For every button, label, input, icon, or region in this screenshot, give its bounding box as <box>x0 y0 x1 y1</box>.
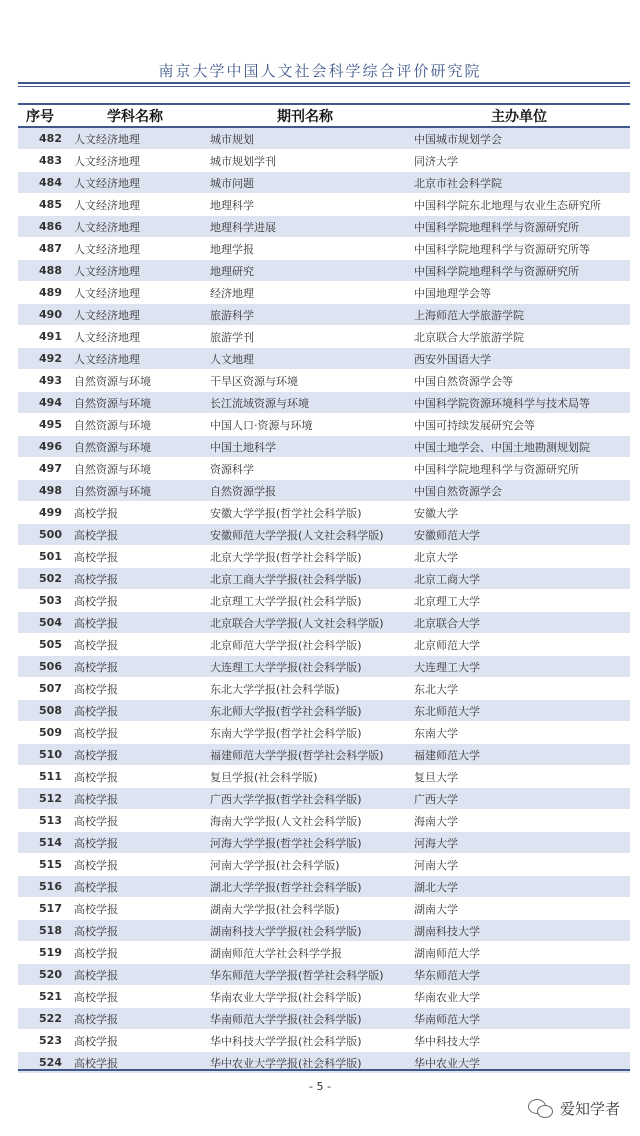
cell-no: 482 <box>18 127 68 150</box>
table-row <box>18 634 630 656</box>
cell-no: 484 <box>18 172 68 194</box>
cell-subject: 自然资源与环境 <box>68 392 202 414</box>
cell-subject: 高校学报 <box>68 898 202 920</box>
cell-no: 502 <box>18 568 68 590</box>
table-row <box>18 942 630 964</box>
cell-journal: 河海大学学报(哲学社会科学版) <box>202 832 408 854</box>
table-row <box>18 502 630 524</box>
cell-journal: 华东师范大学学报(哲学社会科学版) <box>202 964 408 986</box>
cell-no: 509 <box>18 722 68 744</box>
cell-organizer: 中国自然资源学会 <box>408 480 630 502</box>
cell-no: 512 <box>18 788 68 810</box>
table-row <box>18 568 630 590</box>
table-body <box>18 127 630 1074</box>
table-row <box>18 766 630 788</box>
cell-subject: 高校学报 <box>68 876 202 898</box>
wechat-icon <box>528 1099 554 1119</box>
cell-journal: 复旦学报(社会科学版) <box>202 766 408 788</box>
table-row <box>18 414 630 436</box>
cell-organizer: 湖北大学 <box>408 876 630 898</box>
cell-organizer: 华中农业大学 <box>408 1052 630 1074</box>
cell-no: 514 <box>18 832 68 854</box>
cell-subject: 人文经济地理 <box>68 127 202 150</box>
cell-journal: 地理学报 <box>202 238 408 260</box>
cell-organizer: 海南大学 <box>408 810 630 832</box>
table-row <box>18 876 630 898</box>
cell-no: 508 <box>18 700 68 722</box>
cell-organizer: 上海师范大学旅游学院 <box>408 304 630 326</box>
cell-no: 495 <box>18 414 68 436</box>
table-row <box>18 326 630 348</box>
table-row <box>18 832 630 854</box>
cell-journal: 地理科学进展 <box>202 216 408 238</box>
cell-no: 516 <box>18 876 68 898</box>
cell-organizer: 中国科学院地理科学与资源研究所 <box>408 260 630 282</box>
cell-journal: 中国人口·资源与环境 <box>202 414 408 436</box>
table-row <box>18 172 630 194</box>
column-header-subject: 学科名称 <box>68 104 202 127</box>
cell-no: 497 <box>18 458 68 480</box>
cell-no: 501 <box>18 546 68 568</box>
cell-subject: 人文经济地理 <box>68 348 202 370</box>
cell-subject: 高校学报 <box>68 722 202 744</box>
table-row <box>18 458 630 480</box>
table-row <box>18 920 630 942</box>
cell-organizer: 北京联合大学旅游学院 <box>408 326 630 348</box>
cell-journal: 北京师范大学学报(社会科学版) <box>202 634 408 656</box>
cell-organizer: 中国科学院地理科学与资源研究所等 <box>408 238 630 260</box>
cell-journal: 华南农业大学学报(社会科学版) <box>202 986 408 1008</box>
table-row <box>18 480 630 502</box>
cell-no: 523 <box>18 1030 68 1052</box>
cell-no: 522 <box>18 1008 68 1030</box>
table-row <box>18 986 630 1008</box>
cell-subject: 高校学报 <box>68 766 202 788</box>
table-row <box>18 304 630 326</box>
column-header-organizer: 主办单位 <box>408 104 630 127</box>
cell-no: 486 <box>18 216 68 238</box>
cell-organizer: 中国科学院地理科学与资源研究所 <box>408 216 630 238</box>
table-row <box>18 612 630 634</box>
cell-journal: 地理研究 <box>202 260 408 282</box>
cell-subject: 高校学报 <box>68 524 202 546</box>
table-row <box>18 700 630 722</box>
cell-no: 524 <box>18 1052 68 1074</box>
cell-journal: 干旱区资源与环境 <box>202 370 408 392</box>
cell-journal: 福建师范大学学报(哲学社会科学版) <box>202 744 408 766</box>
cell-journal: 湖北大学学报(哲学社会科学版) <box>202 876 408 898</box>
cell-no: 500 <box>18 524 68 546</box>
cell-organizer: 北京市社会科学院 <box>408 172 630 194</box>
cell-no: 519 <box>18 942 68 964</box>
cell-subject: 高校学报 <box>68 678 202 700</box>
table-row <box>18 436 630 458</box>
cell-subject: 高校学报 <box>68 612 202 634</box>
cell-journal: 北京联合大学学报(人文社会科学版) <box>202 612 408 634</box>
cell-organizer: 华南农业大学 <box>408 986 630 1008</box>
cell-no: 510 <box>18 744 68 766</box>
cell-no: 498 <box>18 480 68 502</box>
cell-subject: 高校学报 <box>68 568 202 590</box>
cell-no: 503 <box>18 590 68 612</box>
cell-organizer: 大连理工大学 <box>408 656 630 678</box>
cell-no: 493 <box>18 370 68 392</box>
cell-journal: 北京大学学报(哲学社会科学版) <box>202 546 408 568</box>
cell-organizer: 中国可持续发展研究会等 <box>408 414 630 436</box>
cell-subject: 人文经济地理 <box>68 282 202 304</box>
cell-journal: 长江流域资源与环境 <box>202 392 408 414</box>
cell-journal: 人文地理 <box>202 348 408 370</box>
cell-subject: 人文经济地理 <box>68 194 202 216</box>
cell-journal: 东南大学学报(哲学社会科学版) <box>202 722 408 744</box>
cell-journal: 经济地理 <box>202 282 408 304</box>
cell-subject: 人文经济地理 <box>68 260 202 282</box>
cell-journal: 旅游科学 <box>202 304 408 326</box>
cell-no: 513 <box>18 810 68 832</box>
cell-journal: 北京理工大学学报(社会科学版) <box>202 590 408 612</box>
cell-journal: 旅游学刊 <box>202 326 408 348</box>
cell-organizer: 西安外国语大学 <box>408 348 630 370</box>
cell-no: 489 <box>18 282 68 304</box>
cell-no: 521 <box>18 986 68 1008</box>
cell-subject: 人文经济地理 <box>68 238 202 260</box>
table-row <box>18 810 630 832</box>
cell-no: 485 <box>18 194 68 216</box>
cell-journal: 安徽大学学报(哲学社会科学版) <box>202 502 408 524</box>
cell-no: 515 <box>18 854 68 876</box>
cell-journal: 广西大学学报(哲学社会科学版) <box>202 788 408 810</box>
cell-subject: 高校学报 <box>68 700 202 722</box>
table-row <box>18 260 630 282</box>
cell-no: 496 <box>18 436 68 458</box>
table-row <box>18 744 630 766</box>
table-row <box>18 1030 630 1052</box>
cell-organizer: 湖南师范大学 <box>408 942 630 964</box>
cell-subject: 自然资源与环境 <box>68 414 202 436</box>
cell-journal: 中国土地科学 <box>202 436 408 458</box>
cell-organizer: 中国科学院资源环境科学与技术局等 <box>408 392 630 414</box>
table-row <box>18 238 630 260</box>
cell-no: 488 <box>18 260 68 282</box>
cell-journal: 海南大学学报(人文社会科学版) <box>202 810 408 832</box>
cell-subject: 高校学报 <box>68 920 202 942</box>
cell-organizer: 复旦大学 <box>408 766 630 788</box>
cell-organizer: 北京大学 <box>408 546 630 568</box>
cell-journal: 华南师范大学学报(社会科学版) <box>202 1008 408 1030</box>
cell-journal: 湖南大学学报(社会科学版) <box>202 898 408 920</box>
cell-no: 506 <box>18 656 68 678</box>
cell-organizer: 河南大学 <box>408 854 630 876</box>
table-row <box>18 194 630 216</box>
watermark-text: 爱知学者 <box>559 1100 620 1118</box>
bottom-rule <box>18 1069 630 1071</box>
cell-organizer: 东北师范大学 <box>408 700 630 722</box>
table-row <box>18 348 630 370</box>
table-row <box>18 898 630 920</box>
cell-organizer: 中国科学院地理科学与资源研究所 <box>408 458 630 480</box>
cell-subject: 人文经济地理 <box>68 304 202 326</box>
cell-subject: 高校学报 <box>68 832 202 854</box>
table-row <box>18 854 630 876</box>
cell-organizer: 同济大学 <box>408 150 630 172</box>
cell-organizer: 华东师范大学 <box>408 964 630 986</box>
cell-organizer: 湖南科技大学 <box>408 920 630 942</box>
cell-subject: 高校学报 <box>68 656 202 678</box>
cell-journal: 河南大学学报(社会科学版) <box>202 854 408 876</box>
cell-no: 518 <box>18 920 68 942</box>
cell-organizer: 福建师范大学 <box>408 744 630 766</box>
table-row <box>18 370 630 392</box>
table-row <box>18 216 630 238</box>
header-rule-thin <box>18 86 630 87</box>
cell-journal: 湖南师范大学社会科学学报 <box>202 942 408 964</box>
cell-journal: 北京工商大学学报(社会科学版) <box>202 568 408 590</box>
table-row <box>18 1008 630 1030</box>
cell-journal: 资源科学 <box>202 458 408 480</box>
table-row <box>18 392 630 414</box>
cell-subject: 高校学报 <box>68 546 202 568</box>
cell-organizer: 北京理工大学 <box>408 590 630 612</box>
cell-organizer: 北京师范大学 <box>408 634 630 656</box>
cell-no: 511 <box>18 766 68 788</box>
table-row <box>18 722 630 744</box>
page-number: - 5 - <box>309 1080 331 1093</box>
cell-journal: 城市规划学刊 <box>202 150 408 172</box>
cell-no: 499 <box>18 502 68 524</box>
cell-organizer: 华中科技大学 <box>408 1030 630 1052</box>
cell-no: 483 <box>18 150 68 172</box>
table-row <box>18 150 630 172</box>
cell-no: 504 <box>18 612 68 634</box>
cell-journal: 湖南科技大学学报(社会科学版) <box>202 920 408 942</box>
cell-no: 491 <box>18 326 68 348</box>
table-row <box>18 656 630 678</box>
cell-subject: 人文经济地理 <box>68 216 202 238</box>
cell-subject: 高校学报 <box>68 854 202 876</box>
cell-no: 507 <box>18 678 68 700</box>
cell-subject: 高校学报 <box>68 986 202 1008</box>
watermark <box>528 1098 620 1119</box>
cell-subject: 自然资源与环境 <box>68 436 202 458</box>
cell-subject: 自然资源与环境 <box>68 458 202 480</box>
column-header-no: 序号 <box>18 104 68 127</box>
cell-subject: 高校学报 <box>68 590 202 612</box>
cell-subject: 高校学报 <box>68 502 202 524</box>
cell-journal: 自然资源学报 <box>202 480 408 502</box>
cell-subject: 人文经济地理 <box>68 326 202 348</box>
table-row <box>18 546 630 568</box>
cell-organizer: 安徽大学 <box>408 502 630 524</box>
table-row <box>18 590 630 612</box>
column-header-journal: 期刊名称 <box>202 104 408 127</box>
cell-organizer: 北京联合大学 <box>408 612 630 634</box>
cell-subject: 高校学报 <box>68 744 202 766</box>
cell-subject: 自然资源与环境 <box>68 480 202 502</box>
cell-journal: 城市规划 <box>202 127 408 150</box>
cell-subject: 人文经济地理 <box>68 172 202 194</box>
cell-subject: 高校学报 <box>68 1008 202 1030</box>
cell-subject: 高校学报 <box>68 788 202 810</box>
table-row <box>18 282 630 304</box>
cell-organizer: 安徽师范大学 <box>408 524 630 546</box>
table-row <box>18 788 630 810</box>
cell-subject: 高校学报 <box>68 1030 202 1052</box>
cell-journal: 地理科学 <box>202 194 408 216</box>
cell-subject: 人文经济地理 <box>68 150 202 172</box>
cell-organizer: 东北大学 <box>408 678 630 700</box>
cell-journal: 东北大学学报(社会科学版) <box>202 678 408 700</box>
cell-organizer: 中国科学院东北地理与农业生态研究所 <box>408 194 630 216</box>
cell-organizer: 中国城市规划学会 <box>408 127 630 150</box>
table-row <box>18 964 630 986</box>
cell-journal: 安徽师范大学学报(人文社会科学版) <box>202 524 408 546</box>
cell-organizer: 湖南大学 <box>408 898 630 920</box>
journal-table <box>18 103 630 1074</box>
header-rule <box>18 82 630 84</box>
cell-journal: 大连理工大学学报(社会科学版) <box>202 656 408 678</box>
cell-subject: 高校学报 <box>68 1052 202 1074</box>
cell-subject: 高校学报 <box>68 964 202 986</box>
page-header-title: 南京大学中国人文社会科学综合评价研究院 <box>158 62 482 80</box>
cell-subject: 自然资源与环境 <box>68 370 202 392</box>
cell-organizer: 中国土地学会、中国土地勘测规划院 <box>408 436 630 458</box>
cell-no: 487 <box>18 238 68 260</box>
cell-organizer: 北京工商大学 <box>408 568 630 590</box>
cell-journal: 华中科技大学学报(社会科学版) <box>202 1030 408 1052</box>
cell-no: 494 <box>18 392 68 414</box>
table-row <box>18 524 630 546</box>
cell-no: 505 <box>18 634 68 656</box>
cell-no: 492 <box>18 348 68 370</box>
cell-no: 490 <box>18 304 68 326</box>
cell-organizer: 东南大学 <box>408 722 630 744</box>
cell-organizer: 华南师范大学 <box>408 1008 630 1030</box>
cell-subject: 高校学报 <box>68 634 202 656</box>
cell-journal: 城市问题 <box>202 172 408 194</box>
cell-organizer: 河海大学 <box>408 832 630 854</box>
table-row <box>18 678 630 700</box>
cell-subject: 高校学报 <box>68 810 202 832</box>
cell-organizer: 广西大学 <box>408 788 630 810</box>
table-header-row <box>18 104 630 127</box>
cell-organizer: 中国地理学会等 <box>408 282 630 304</box>
cell-subject: 高校学报 <box>68 942 202 964</box>
cell-journal: 华中农业大学学报(社会科学版) <box>202 1052 408 1074</box>
cell-journal: 东北师大学报(哲学社会科学版) <box>202 700 408 722</box>
table-row <box>18 127 630 150</box>
cell-no: 517 <box>18 898 68 920</box>
cell-no: 520 <box>18 964 68 986</box>
cell-organizer: 中国自然资源学会等 <box>408 370 630 392</box>
